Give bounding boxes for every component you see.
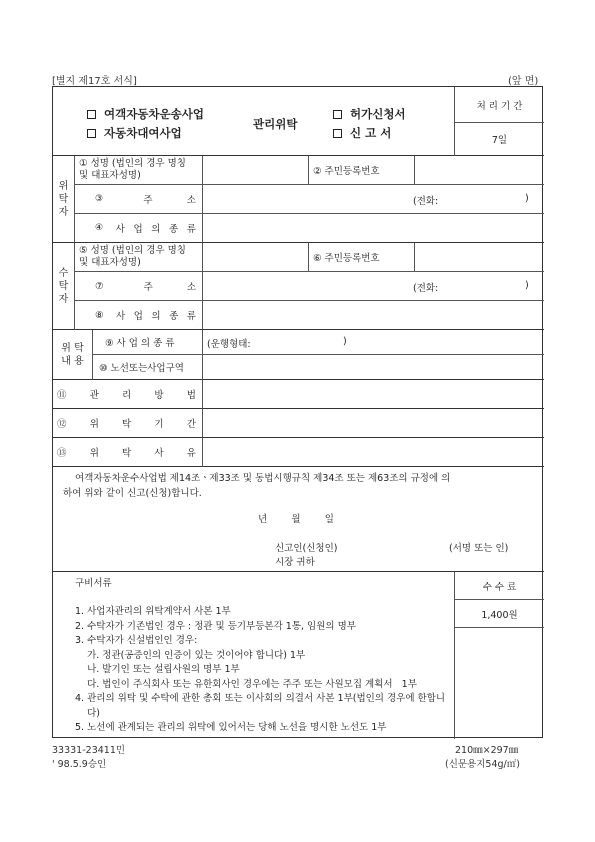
consignor-biz-field[interactable] [203, 214, 544, 243]
list-item: 다) [75, 707, 100, 719]
consign-period-field[interactable] [203, 409, 544, 438]
doc-option-1[interactable]: 허가신청서 [333, 106, 406, 122]
consignor-name-label: ① 성명 (법인의 경우 명칭 및 대표자성명) [75, 156, 203, 185]
declaration-line-2: 하여 위와 같이 신고(신청)합니다. [63, 488, 202, 499]
checkbox-icon[interactable] [87, 129, 96, 138]
consignor-reg-label: ② 주민등록번호 [309, 156, 415, 185]
form-code: 33331-23411민 [52, 745, 126, 756]
date-line: 년 월 일 [258, 514, 334, 525]
consignor-phone-label: (전화: [413, 196, 439, 207]
trustee-reg-label: ⑥ 주민등록번호 [309, 243, 415, 272]
consign-route-label: ⑩ 노선또는사업구역 [93, 355, 203, 380]
required-documents [53, 572, 455, 739]
list-item: 5. 노선에 관계되는 관리의 위탁에 있어서는 당해 노선을 명시한 노선도 1부 [75, 722, 387, 733]
paper-size: 210㎜×297㎜ [455, 745, 519, 756]
application-form [52, 86, 543, 738]
doc-option-2[interactable]: 신 고 서 [333, 125, 391, 141]
list-item: 다. 법인이 주식회사 또는 유한회사인 경우에는 주주 또는 사원모집 계획서 1부 [75, 678, 417, 690]
list-item: 1. 사업자관리의 위탁계약서 사본 1부 [75, 606, 231, 617]
trustee-reg-field[interactable] [415, 243, 544, 272]
consignor-side-label: 위 탁 자 [53, 156, 75, 243]
title-block [53, 87, 455, 156]
consignor-biz-label: ④ 사 업 의 종 류 [75, 214, 203, 243]
trustee-address-label: ⑦ 주 소 [75, 272, 203, 301]
consignor-name-field[interactable] [203, 156, 309, 185]
processing-period-label: 처 리 기 간 [455, 87, 544, 123]
consignor-address-label: ③ 주 소 [75, 185, 203, 214]
consign-biz-field[interactable]: (운행형태: ) [203, 330, 544, 355]
consignor-reg-field[interactable] [415, 156, 544, 185]
consign-biz-label: ⑨ 사 업 의 종 류 [93, 330, 203, 355]
addressee: 시장 귀하 [275, 557, 315, 568]
declaration-line-1: 여객자동차운수사업법 제14조ㆍ제33조 및 동법시행규칙 제34조 또는 제63조의 규정에 의 [75, 473, 451, 484]
documents-list [75, 605, 445, 736]
page-side: (앞 면) [508, 76, 539, 87]
type-option-1[interactable]: 여객자동차운송사업 [87, 106, 204, 122]
form-number: [별지 제17호 서식] [52, 76, 137, 87]
list-item: 3. 수탁자가 신설법인인 경우: [75, 635, 198, 646]
consign-side-label: 위 탁 내 용 [53, 330, 93, 380]
list-item: 2. 수탁자가 기존법인 경우 : 정관 및 등기부등본각 1통, 임원의 명부 [75, 620, 356, 632]
fee-value: 1,400원 [455, 600, 544, 628]
processing-period-value: 7일 [455, 123, 544, 156]
fee-label: 수 수 료 [455, 572, 544, 600]
type-option-2[interactable]: 자동차대여사업 [87, 125, 182, 141]
declaration-section [53, 467, 544, 572]
applicant-label: 신고인(신청인) [275, 543, 338, 554]
signature-label: (서명 또는 인) [449, 543, 509, 554]
trustee-address-field[interactable]: (전화: ) [203, 272, 544, 301]
trustee-name-field[interactable] [203, 243, 309, 272]
consignor-address-field[interactable]: (전화: ) [203, 185, 544, 214]
management-method-field[interactable] [203, 380, 544, 409]
trustee-biz-label: ⑧ 사 업 의 종 류 [75, 301, 203, 330]
checkbox-icon[interactable] [333, 129, 342, 138]
list-item: 나. 발기인 또는 설립사원의 명부 1부 [75, 664, 240, 675]
paper-type: (신문용지54g/㎡) [445, 759, 520, 770]
checkbox-icon[interactable] [87, 110, 96, 119]
trustee-biz-field[interactable] [203, 301, 544, 330]
consign-reason-field[interactable] [203, 438, 544, 467]
list-item: 4. 관리의 위탁 및 수탁에 관한 총회 또는 이사회의 의결서 사본 1부(법인의 경우에 한합니 [75, 693, 446, 704]
trustee-side-label: 수 탁 자 [53, 243, 75, 330]
approval-date: ' 98.5.9승인 [52, 759, 107, 770]
trustee-name-label: ⑤ 성명 (법인의 경우 명칭 및 대표자성명) [75, 243, 203, 272]
management-method-label: ⑪ 관 리 방 법 [53, 380, 203, 409]
checkbox-icon[interactable] [333, 110, 342, 119]
list-item: 가. 정관(공증인의 인증이 있는 것이어야 합니다) 1부 [75, 649, 306, 661]
documents-title: 구비서류 [75, 578, 112, 589]
operation-type-label: (운행형태: [207, 339, 251, 350]
consign-period-label: ⑫ 위 탁 기 간 [53, 409, 203, 438]
trustee-phone-label: (전화: [413, 283, 439, 294]
consign-route-field[interactable] [203, 355, 544, 380]
consign-reason-label: ⑬ 위 탁 사 유 [53, 438, 203, 467]
form-title: 관리위탁 [253, 117, 298, 131]
